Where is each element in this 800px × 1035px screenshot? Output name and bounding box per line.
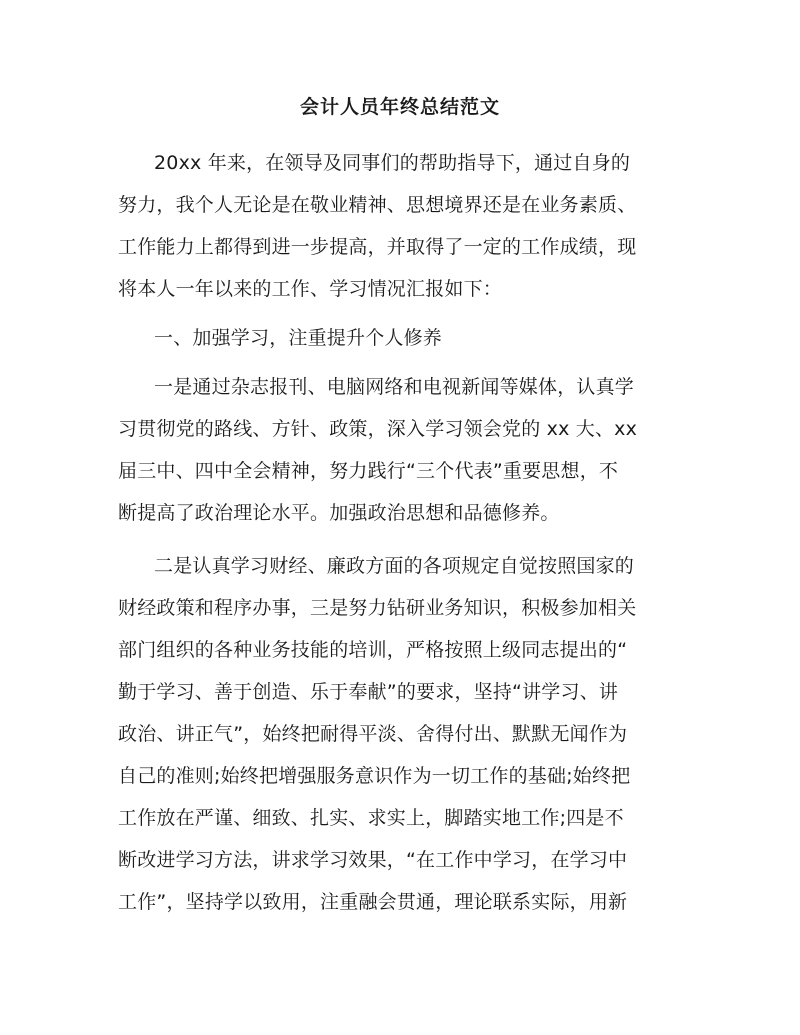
paragraph-line: 20xx 年来，在领导及同事们的帮助指导下，通过自身的 (154, 152, 631, 174)
paragraph-line: 工作能力上都得到进一步提高，并取得了一定的工作成绩，现 (118, 236, 637, 258)
paragraph-line: 届三中、四中全会精神，努力践行“三个代表”重要思想，不 (118, 460, 619, 482)
paragraph-line: 勤于学习、善于创造、乐于奉献”的要求，坚持“讲学习、讲 (118, 681, 619, 703)
paragraph-line: 二是认真学习财经、廉政方面的各项规定自觉按照国家的 (154, 555, 635, 577)
paragraph-line: 断改进学习方法，讲求学习效果，“在工作中学习，在学习中 (118, 849, 628, 871)
paragraph-line: 习贯彻党的路线、方针、政策，深入学习领会党的 xx 大、xx (118, 418, 638, 440)
paragraph-line: 努力，我个人无论是在敬业精神、思想境界还是在业务素质、 (118, 194, 637, 216)
document-title: 会计人员年终总结范文 (299, 96, 500, 118)
paragraph-line: 政治、讲正气”，始终把耐得平淡、舍得付出、默默无闻作为 (118, 723, 628, 745)
paragraph-line: 工作放在严谨、细致、扎实、求实上，脚踏实地工作;四是不 (118, 807, 624, 829)
paragraph-line: 工作”，坚持学以致用，注重融会贯通，理论联系实际，用新 (118, 891, 628, 913)
paragraph-line: 自己的准则;始终把增强服务意识作为一切工作的基础;始终把 (118, 765, 631, 787)
paragraph-line: 将本人一年以来的工作、学习情况汇报如下： (118, 278, 503, 300)
section-heading: 一、加强学习，注重提升个人修养 (154, 327, 443, 349)
paragraph-line: 部门组织的各种业务技能的培训，严格按照上级同志提出的“ (118, 639, 628, 661)
paragraph-line: 断提高了政治理论水平。加强政治思想和品德修养。 (118, 502, 560, 524)
paragraph-line: 财经政策和程序办事，三是努力钻研业务知识，积极参加相关 (118, 597, 637, 619)
paragraph-line: 一是通过杂志报刊、电脑网络和电视新闻等媒体，认真学 (154, 376, 635, 398)
